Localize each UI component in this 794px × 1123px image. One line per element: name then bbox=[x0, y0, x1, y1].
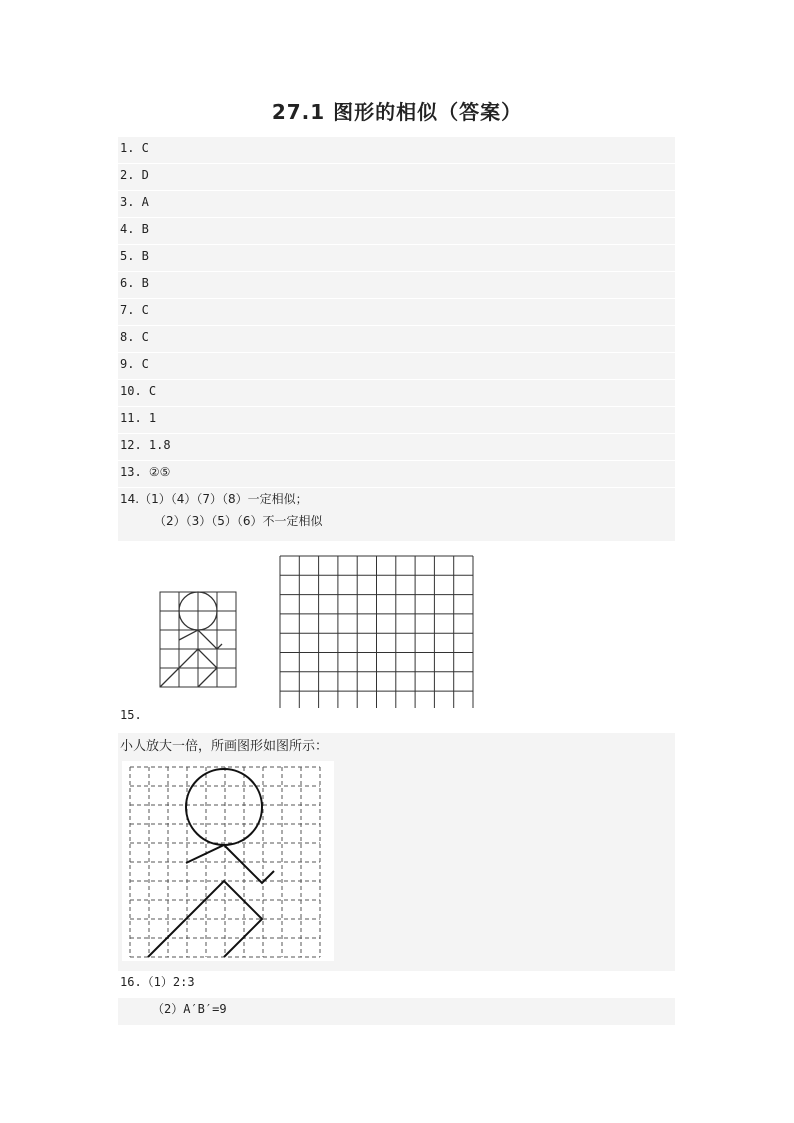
answer-row: 7. C bbox=[118, 299, 675, 326]
answer-list bbox=[118, 137, 675, 542]
answer-row: 5. B bbox=[118, 245, 675, 272]
answer-row-14 bbox=[118, 488, 675, 542]
answer-row: 12. 1.8 bbox=[118, 434, 675, 461]
answer-row: 10. C bbox=[118, 380, 675, 407]
large-empty-grid bbox=[280, 556, 473, 708]
answer-row: 6. B bbox=[118, 272, 675, 299]
answer-15-label: 15. bbox=[120, 708, 142, 722]
answer-14-line1: 14.（1）（4）（7）（8）一定相似； bbox=[120, 492, 308, 506]
answer-row: 8. C bbox=[118, 326, 675, 353]
enlarged-figure bbox=[122, 761, 334, 961]
page-title: 27.1 图形的相似（答案） bbox=[271, 100, 523, 124]
answer-row: 1. C bbox=[118, 137, 675, 164]
answer-row: 9. C bbox=[118, 353, 675, 380]
answer-row: 2. D bbox=[118, 164, 675, 191]
answer-15-description: 小人放大一倍，所画图形如图所示： bbox=[120, 739, 329, 754]
figure-15 bbox=[118, 548, 675, 708]
answer-row: 4. B bbox=[118, 218, 675, 245]
answer-16-line1: 16.（1）2:3 bbox=[120, 975, 195, 989]
answer-16-line2: （2）A′B′=9 bbox=[118, 998, 675, 1025]
answer-row: 3. A bbox=[118, 191, 675, 218]
answer-14-line2: （2）（3）（5）（6）不一定相似 bbox=[154, 514, 323, 528]
answer-row: 13. ②⑤ bbox=[118, 461, 675, 488]
answer-row: 11. 1 bbox=[118, 407, 675, 434]
answer-15-block bbox=[118, 733, 675, 971]
small-grid-figure bbox=[160, 592, 236, 687]
